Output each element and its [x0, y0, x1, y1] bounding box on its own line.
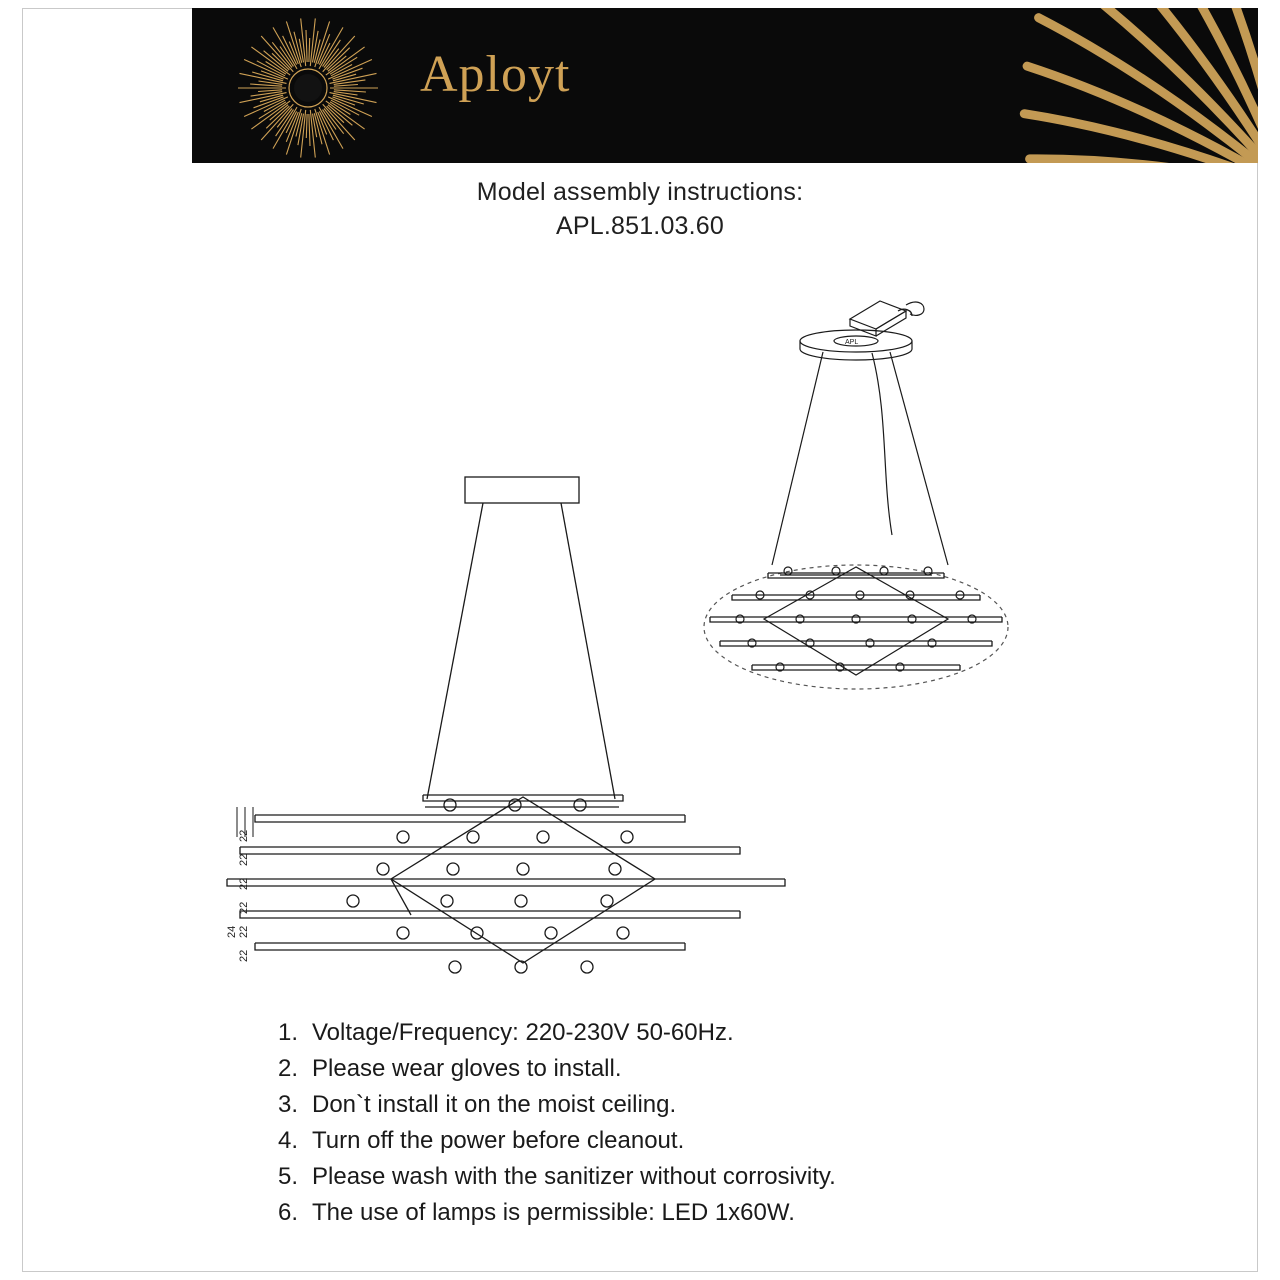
list-item-text: Please wash with the sanitizer without corrosivity.: [312, 1163, 836, 1190]
dimension-label: 24: [226, 925, 238, 938]
title-line-2: APL.851.03.60: [555, 212, 725, 240]
title-line-1: Model assembly instructions:: [476, 178, 804, 206]
list-item-number: 1.: [277, 1019, 298, 1046]
dimension-label: 22: [238, 901, 250, 914]
list-item-number: 6.: [277, 1199, 298, 1226]
list-item-text: Turn off the power before cleanout.: [312, 1127, 685, 1154]
list-item-number: 2.: [277, 1055, 298, 1082]
list-item: [258, 1015, 1138, 1051]
list-item: [258, 1087, 1138, 1123]
list-item: [258, 1123, 1138, 1159]
list-item-number: 4.: [277, 1127, 298, 1154]
list-item-text: The use of lamps is permissible: LED 1x60W.: [312, 1199, 795, 1226]
list-item-number: 3.: [277, 1091, 298, 1118]
page-title: [0, 175, 1280, 243]
list-item-text: Please wear gloves to install.: [312, 1055, 622, 1082]
list-item: [258, 1159, 1138, 1195]
dimension-label: 22: [238, 829, 250, 842]
sunburst-icon: [234, 14, 382, 162]
dimension-label: 22: [238, 949, 250, 962]
dimension-label: 22: [238, 877, 250, 890]
dimension-labels: [226, 820, 252, 965]
dimension-label: 22: [238, 925, 250, 938]
dimension-label: 22: [238, 853, 250, 866]
list-item-text: Voltage/Frequency: 220-230V 50-60Hz.: [312, 1019, 734, 1046]
list-item-number: 5.: [277, 1163, 298, 1190]
palm-fan-icon: [768, 8, 1258, 163]
list-item: [258, 1051, 1138, 1087]
brand-header: [192, 8, 1258, 163]
chandelier-front-elevation: [215, 455, 835, 1015]
svg-text:APL: APL: [845, 339, 859, 346]
brand-name: Aployt: [420, 46, 571, 103]
list-item-text: Don`t install it on the moist ceiling.: [312, 1091, 677, 1118]
list-item: [258, 1195, 1138, 1231]
instructions-list: [258, 1015, 1138, 1231]
